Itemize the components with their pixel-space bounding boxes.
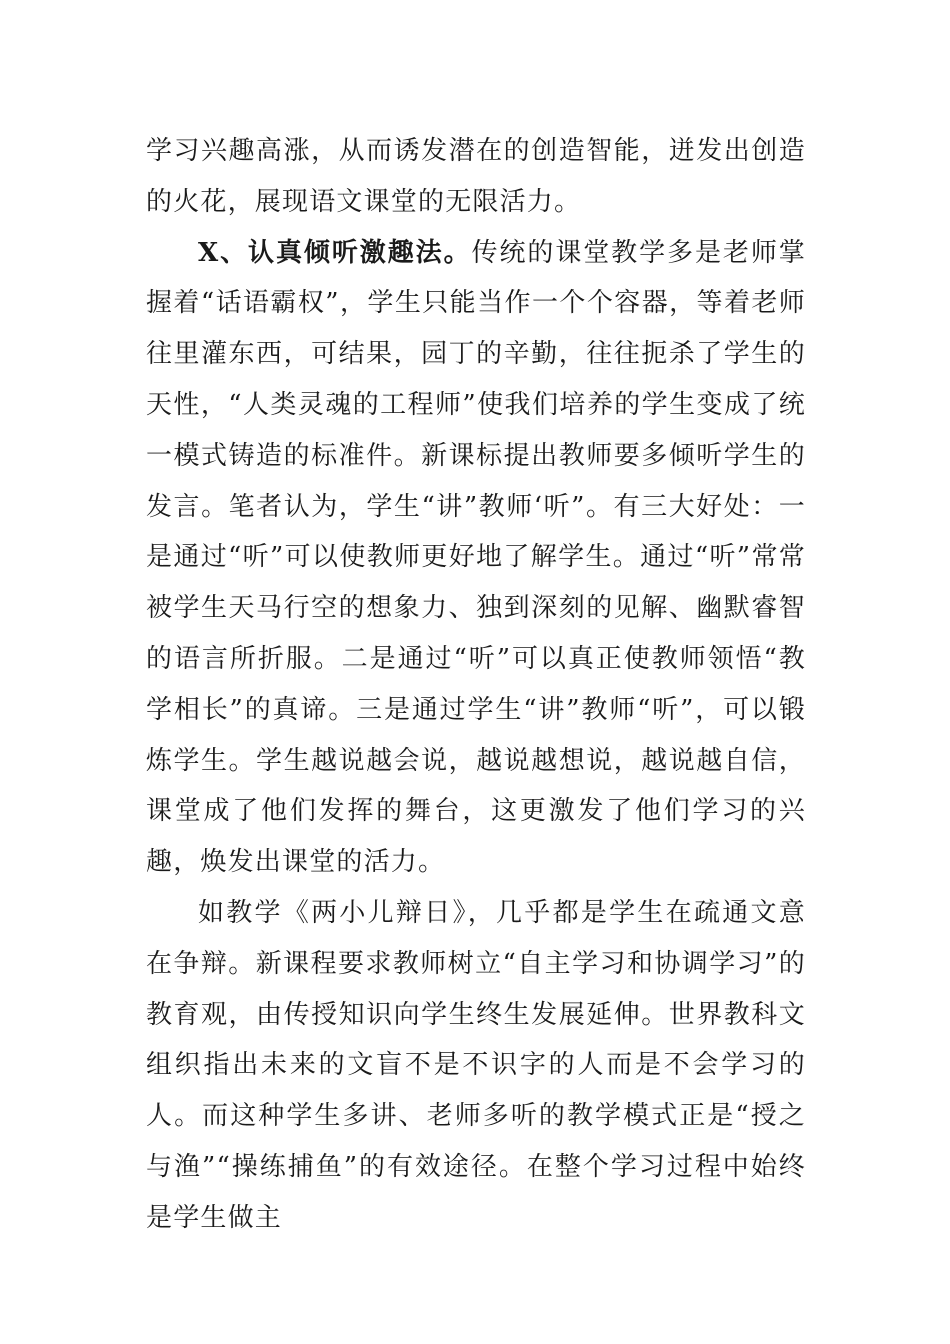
paragraph-text: 学习兴趣高涨，从而诱发潜在的创造智能，迸发出创造的火花，展现语文课堂的无限活力。 xyxy=(146,136,806,217)
document-page xyxy=(146,126,806,1244)
paragraph-example xyxy=(146,888,806,1244)
section-heading: X、认真倾听激趣法。 xyxy=(198,237,472,268)
paragraph-text: 如教学《两小儿辩日》，几乎都是学生在疏通文意在争辩。新课程要求教师树立“自主学习和协调学习”的教育观，由传授知识向学生终生发展延伸。世界教科文组织指出未来的文盲不是不识字的人而是不会学习的人。而这种学生多讲、老师多听的教学模式正是“授之与渔”“操练捕鱼”的有效途径。在整个学习过程中始终是学生做主 xyxy=(146,897,806,1233)
paragraph-text: 传统的课堂教学多是老师掌握着“话语霸权”，学生只能当作一个个容器，等着老师往里灌东西，可结果，园丁的辛勤，往往扼杀了学生的天性，“人类灵魂的工程师”使我们培养的学生变成了统一模式铸造的标准件。新课标提出教师要多倾听学生的发言。笔者认为，学生“讲”教师‘听”。有三大好处：一是通过“听”可以使教师更好地了解学生。通过“听”常常被学生天马行空的想象力、独到深刻的见解、幽默睿智的语言所折服。二是通过“听”可以真正使教师领悟“教学相长”的真谛。三是通过学生“讲”教师“听”，可以锻炼学生。学生越说越会说，越说越想说，越说越自信，课堂成了他们发挥的舞台，这更激发了他们学习的兴趣，焕发出课堂的活力。 xyxy=(146,237,806,878)
paragraph-continuation xyxy=(146,126,806,228)
paragraph-listening-method xyxy=(146,228,806,888)
